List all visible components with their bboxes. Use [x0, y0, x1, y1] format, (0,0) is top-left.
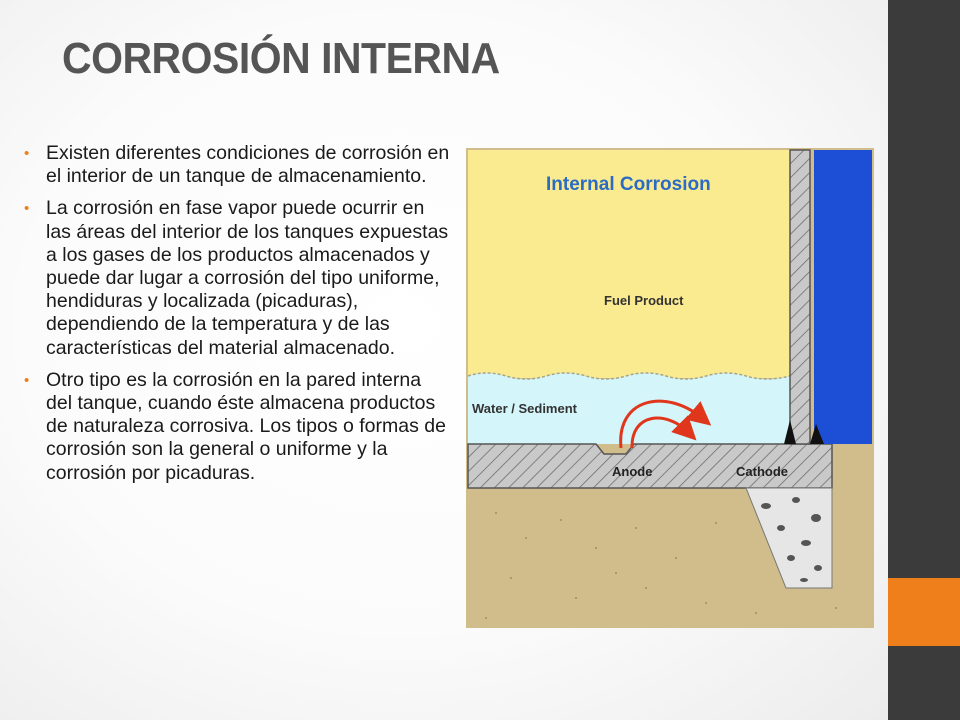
- internal-corrosion-diagram: [466, 148, 874, 628]
- slide-title: CORROSIÓN INTERNA: [62, 34, 500, 83]
- bullet-item: [22, 197, 452, 359]
- bullet-text: La corrosión en fase vapor puede ocurrir en las áreas del interior de los tanques expuestas a los gases de los productos almacenados y puede dar lugar a corrosión del tipo uniforme, hendiduras y localizada (picaduras), dependiendo de la temperatura y de las características del material almacenado.: [46, 197, 449, 359]
- diagram-svg: [466, 148, 874, 628]
- bullet-marker: •: [24, 200, 30, 218]
- bullet-marker: •: [24, 371, 30, 389]
- anode-label: Anode: [612, 464, 653, 479]
- fuel-product-label: Fuel Product: [604, 293, 684, 308]
- side-accent-block: [888, 578, 960, 646]
- bullet-item: [22, 142, 452, 188]
- bullet-text: Existen diferentes condiciones de corrosión en el interior de un tanque de almacenamiento.: [46, 142, 450, 188]
- water-sediment-label: Water / Sediment: [472, 401, 577, 416]
- bullet-text: Otro tipo es la corrosión en la pared interna del tanque, cuando éste almacena productos de naturaleza corrosiva. Los tipos o formas de corrosión son la general o uniforme y la corrosión por picaduras.: [46, 368, 446, 484]
- bullet-item: [22, 369, 452, 485]
- cathode-label: Cathode: [736, 464, 788, 479]
- tank-wall: [790, 150, 810, 444]
- exterior-blue-area: [814, 150, 872, 444]
- bullet-list: [22, 142, 452, 494]
- bullet-marker: •: [24, 145, 30, 162]
- diagram-title: Internal Corrosion: [546, 174, 711, 195]
